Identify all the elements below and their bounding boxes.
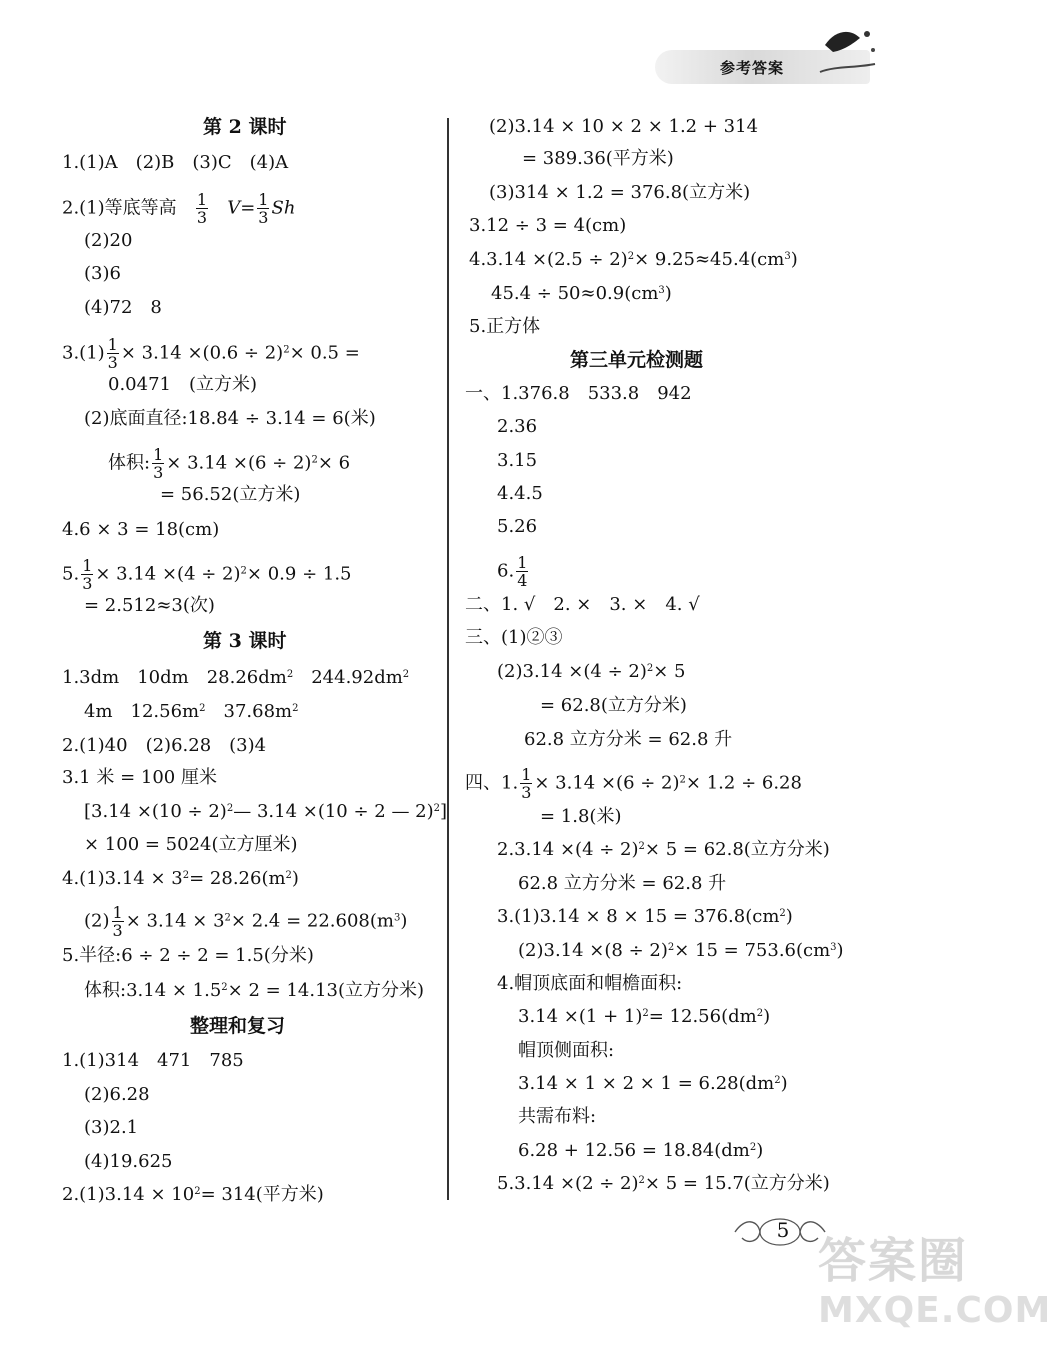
answer-line: 2.36: [497, 416, 538, 437]
fraction: $\frac{1}{3}$: [258, 190, 269, 227]
answer-line: (4)19.625: [84, 1151, 173, 1172]
answer-line: 3.(1) $\frac{1}{3}$ × $3.14 \times(0.6 \div 2)^2\times 0.5$ =: [62, 335, 360, 372]
answer-line: 4.帽顶底面和帽檐面积:: [497, 973, 683, 994]
watermark-logo: 答案圈: [818, 1233, 969, 1289]
answer-line: 5. $\frac{1}{3}$ × $3.14 \times(4 \div 2)^2\times 0.9 \div 1.5$: [62, 556, 352, 593]
answer-line: (3)314 × 1.2 = 376.8(立方米): [489, 182, 751, 203]
column-divider: [447, 118, 449, 1200]
answer-line: 一、1.376.8 533.8 942: [465, 383, 692, 404]
answer-line: = 2.512≈3(次): [84, 595, 215, 616]
answer-line: $2.(1)3.14 \times 10^2= 314$(平方米): [62, 1184, 324, 1205]
section-heading-lesson2: 第 2 课时: [203, 116, 287, 138]
answer-line: 3.12 ÷ 3 = 4(cm): [469, 215, 627, 236]
ink-brush-decoration: [815, 20, 885, 80]
answer-line: = 62.8(立方分米): [540, 695, 687, 716]
answer-line: 3.1 米 = 100 厘米: [62, 767, 217, 788]
answer-line: 3.15: [497, 450, 538, 471]
fraction: $\frac{1}{3}$: [196, 190, 208, 227]
answer-line: = 389.36(平方米): [522, 148, 674, 169]
fraction: $\frac{1}{3}$: [82, 556, 93, 593]
page-number: 5: [776, 1218, 790, 1242]
answer-line: (4)72 8: [84, 297, 162, 318]
answer-line: [$3.14 \times(10 \div 2)^2—$ 3.14 ×(10 ÷ 2 — 2)$^2$]: [84, 801, 448, 822]
section-heading-review: 整理和复习: [190, 1015, 286, 1037]
answer-line: 6. $\frac{1}{4}$: [497, 553, 528, 590]
header-label: 参考答案: [720, 59, 785, 77]
answer-line: 共需布料:: [518, 1106, 597, 1127]
answer-line: 5.26: [497, 516, 538, 537]
answer-line: 1.(1)A (2)B (3)C (4)A: [62, 152, 289, 173]
answer-line: $5.3.14 \times(2 \div 2)^2\times 5 = 15.7$(立方分米): [497, 1173, 830, 1194]
answer-line: 2.(1)等底等高 $\frac{1}{3}$ V= $\frac{1}{3}$ Sh: [62, 190, 296, 227]
answer-line: $3.14 \times(1 + 1)^2= 12.56(dm^2)$: [518, 1006, 771, 1027]
answer-line: (2)20: [84, 230, 133, 251]
answer-line: (2)6.28: [84, 1084, 150, 1105]
answer-line: $4.3.14 \times(2.5 \div 2)^2\times 9.25\approx 45.4(cm^3)$: [469, 249, 798, 270]
section-heading-unit3-test: 第三单元检测题: [570, 349, 704, 371]
answer-line: 体积: $\frac{1}{3}$ × $3.14 \times(6 \div 2)^2\times 6$: [108, 445, 351, 482]
answer-line: $3.14 \times 1 \times 2 \times 1 = 6.28(dm^2)$: [518, 1073, 788, 1094]
answer-line: (2)底面直径:18.84 ÷ 3.14 = 6(米): [84, 408, 376, 429]
answer-line: $(2)3.14 \times(8 \div 2)^2\times 15 = 753.6(cm^3)$: [518, 940, 844, 961]
fraction: $\frac{1}{3}$: [112, 903, 123, 940]
answer-line: 62.8 立方分米 = 62.8 升: [524, 729, 733, 750]
fraction: $\frac{1}{3}$: [153, 445, 164, 482]
answer-line: (2) $\frac{1}{3}$ × $3.14 \times 3^2\times 2.4 = 22.608(m^3)$: [84, 903, 408, 940]
answer-line: $(2)3.14 \times(4 \div 2)^2\times 5$: [497, 661, 686, 682]
answer-line: = 56.52(立方米): [160, 484, 301, 505]
answer-line: 四、1. $\frac{1}{3}$ × $3.14 \times(6 \div 2)^2\times 1.2 \div 6.28$: [465, 765, 802, 802]
answer-line: 62.8 立方分米 = 62.8 升: [518, 873, 727, 894]
answer-line: 0.0471 (立方米): [108, 374, 258, 395]
answer-line: × 100 = 5024(立方厘米): [84, 834, 298, 855]
fraction: $\frac{1}{4}$: [517, 553, 528, 590]
answer-line: $4.(1)3.14 \times 3^2= 28.26(m^2)$: [62, 868, 299, 889]
answer-line: 2.(1)40 (2)6.28 (3)4: [62, 735, 267, 756]
answer-line: 4.6 × 3 = 18(cm): [62, 519, 220, 540]
answer-line: 三、(1)②③: [465, 627, 563, 648]
answer-line: 二、1. √ 2. × 3. × 4. √: [465, 594, 700, 615]
answer-line: 4m $12.56m^2$ $37.68m^2$: [84, 701, 299, 722]
section-heading-lesson3: 第 3 课时: [203, 630, 287, 652]
answer-line: (3)2.1: [84, 1117, 139, 1138]
answer-line: 体积:3.14 × $1.5^2\times 2 = 14.13$(立方分米): [84, 980, 425, 1001]
answer-line: 帽顶侧面积:: [518, 1040, 615, 1061]
fraction: $\frac{1}{3}$: [107, 335, 118, 372]
answer-line: 5.正方体: [469, 316, 541, 337]
answer-line: 4.4.5: [497, 483, 543, 504]
answer-line: 1.(1)314 471 785: [62, 1050, 244, 1071]
answer-line: $2.3.14 \times(4 \div 2)^2\times 5 = 62.8$(立方分米): [497, 839, 830, 860]
answer-line: = 1.8(米): [540, 806, 622, 827]
answer-line: $3.(1)3.14 \times 8 \times 15 = 376.8(cm^2)$: [497, 906, 793, 927]
answer-line: (2)3.14 × 10 × 2 × 1.2 + 314: [489, 116, 759, 137]
answer-line: 5.半径:6 ÷ 2 ÷ 2 = 1.5(分米): [62, 945, 314, 966]
watermark-url: MXQE.COM: [818, 1290, 1051, 1331]
answer-line: $45.4 \div 50\approx 0.9(cm^3)$: [491, 283, 672, 304]
answer-line: (3)6: [84, 263, 121, 284]
fraction: $\frac{1}{3}$: [521, 765, 532, 802]
answer-line: 1.3dm 10dm $28.26dm^2$ $244.92dm^2$: [62, 667, 410, 688]
answer-line: $6.28 + 12.56 = 18.84(dm^2)$: [518, 1140, 764, 1161]
